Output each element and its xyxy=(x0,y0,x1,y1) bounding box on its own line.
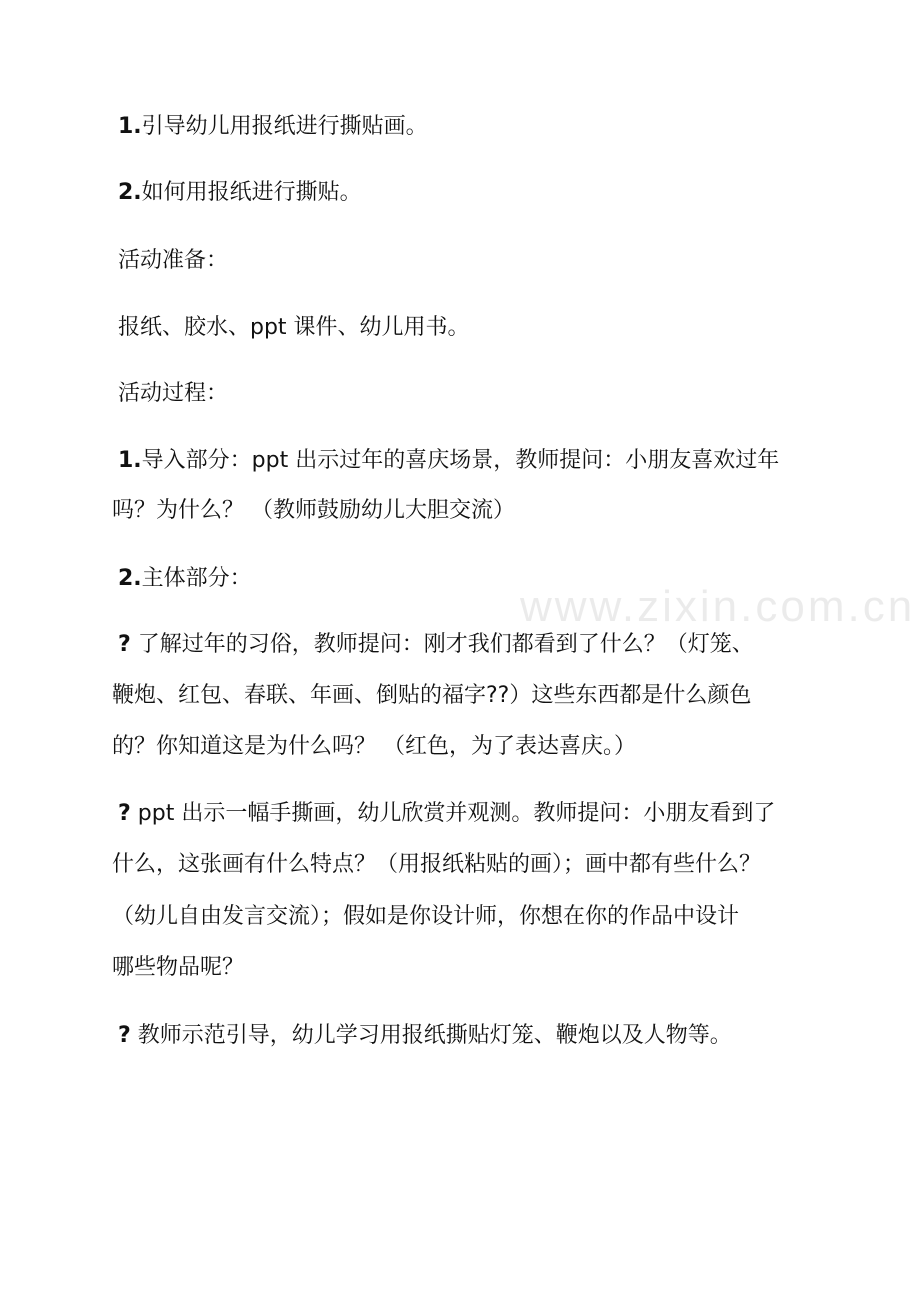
line-text: 哪些物品呢？ xyxy=(112,955,245,980)
bullet-2-line-b xyxy=(112,850,812,880)
line-text: 活动过程： xyxy=(118,381,229,406)
bullet-marker: ? xyxy=(118,1023,131,1048)
line-text: 主体部分： xyxy=(141,566,252,591)
step-1-line-a xyxy=(118,446,818,476)
line-text: 的？你知道这是为什么吗？ （红色，为了表达喜庆。） xyxy=(112,734,636,759)
materials-line xyxy=(118,313,818,343)
bullet-3-line xyxy=(118,1021,818,1051)
bullet-1-line-b xyxy=(112,681,812,711)
step-2-heading xyxy=(118,564,818,594)
line-text: 报纸、胶水、ppt 课件、幼儿用书。 xyxy=(118,315,470,340)
line-text: 鞭炮、红包、春联、年画、倒贴的福字??）这些东西都是什么颜色 xyxy=(112,683,752,708)
line-text: 如何用报纸进行撕贴。 xyxy=(141,180,362,205)
watermark-text: www.zixin.com.cn xyxy=(520,582,916,631)
step-1-line-b xyxy=(112,496,812,526)
line-text: （幼儿自由发言交流）；假如是你设计师，你想在你的作品中设计 xyxy=(112,904,740,929)
line-prefix: 1. xyxy=(118,114,142,139)
line-text: 引导幼儿用报纸进行撕贴画。 xyxy=(141,114,428,139)
objective-line-1 xyxy=(118,112,818,142)
line-text: 导入部分：ppt 出示过年的喜庆场景，教师提问：小朋友喜欢过年 xyxy=(141,448,780,473)
bullet-1-line-a xyxy=(118,630,818,660)
line-prefix: 2. xyxy=(118,566,142,591)
line-text: ppt 出示一幅手撕画，幼儿欣赏并观测。教师提问：小朋友看到了 xyxy=(137,801,776,826)
heading-process xyxy=(118,379,818,409)
bullet-marker: ? xyxy=(118,632,131,657)
bullet-2-line-a xyxy=(118,799,818,829)
heading-preparation xyxy=(118,246,818,276)
line-prefix: 2. xyxy=(118,180,142,205)
line-text: 什么，这张画有什么特点？（用报纸粘贴的画）；画中都有些什么？ xyxy=(112,852,762,877)
line-prefix: 1. xyxy=(118,448,142,473)
line-text: 吗？为什么？ （教师鼓励幼儿大胆交流） xyxy=(112,498,515,523)
line-text: 了解过年的习俗，教师提问：刚才我们都看到了什么？（灯笼、 xyxy=(137,632,754,657)
line-text: 活动准备： xyxy=(118,248,229,273)
bullet-2-line-c xyxy=(112,902,812,932)
line-text: 教师示范引导，幼儿学习用报纸撕贴灯笼、鞭炮以及人物等。 xyxy=(137,1023,732,1048)
bullet-marker: ? xyxy=(118,801,131,826)
bullet-2-line-d xyxy=(112,953,812,983)
objective-line-2 xyxy=(118,178,818,208)
bullet-1-line-c xyxy=(112,732,812,762)
